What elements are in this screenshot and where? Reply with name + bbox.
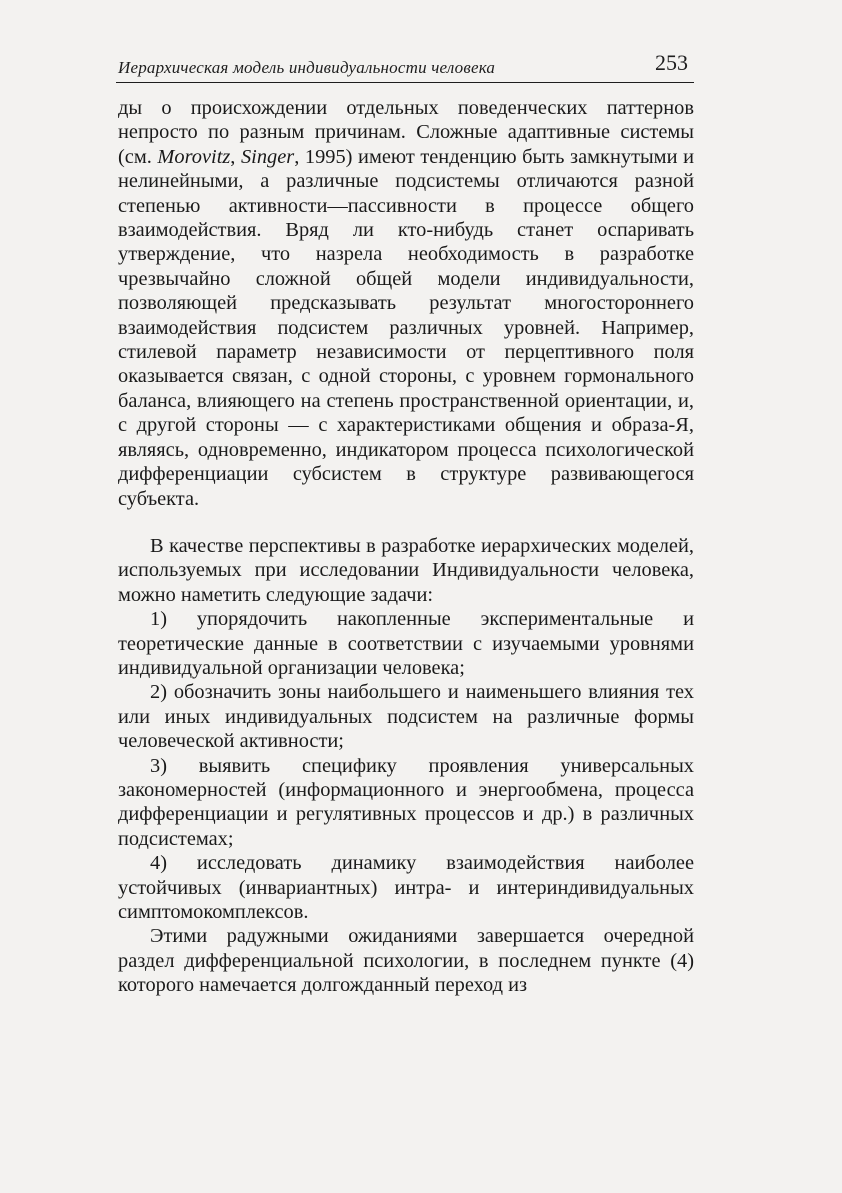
citation-author-1: Morovitz <box>157 145 231 168</box>
paragraph-3: Этими радужными ожиданиями завершается очередной раздел дифференциальной психологии, в последнем пункте (4) которого намечается долгожданный переход из <box>118 925 694 997</box>
citation-author-2: Singer <box>240 145 295 168</box>
paragraph-1-part-c: , 1995) имеют тенденцию быть замкнутыми и нелинейными, а различные подсистемы отличаются разной степенью активности—пассивности в процессе общего взаимодействия. Вряд ли кто-нибудь станет оспаривать утверждение, что назрела необходимость в разработке чрезвычайно сложной общей модели индивидуальности, позволяющей предсказывать результат многостороннего взаимодействия подсистем различных уровней. Например, стилевой параметр независимости от перцептивного поля оказывается связан, с одной стороны, с уровнем гормонального баланса, влияющего на степень пространственной ориентации, и, с другой стороны — с характеристиками общения и образа-Я, являясь, одновременно, индикатором процесса психологической дифференциации субсистем в структуре развивающегося субъекта. <box>118 145 694 510</box>
body-text <box>118 96 694 998</box>
page-number: 253 <box>655 50 688 75</box>
task-item-2: 2) обозначить зоны наибольшего и наименьшего влияния тех или иных индивидуальных подсистем на различные формы человеческой активности; <box>118 681 694 753</box>
paragraph-1-part-b: , <box>230 145 241 168</box>
paragraph-2: В качестве перспективы в разработке иерархических моделей, используемых при исследовании Индивидуальности человека, можно наметить следующие задачи: <box>118 534 694 606</box>
running-head <box>116 52 694 83</box>
task-item-4: 4) исследовать динамику взаимодействия наиболее устойчивых (инвариантных) интра- и интериндивидуальных симптомокомплексов. <box>118 852 694 923</box>
paragraph-1-part-a: ды о происхождении отдельных поведенческих паттернов непросто по разным причинам. Сложные адаптивные системы (см. <box>118 97 694 168</box>
running-title: Иерархическая модель индивидуальности человека <box>118 58 496 77</box>
paragraph-spacer <box>118 511 694 534</box>
task-item-3: 3) выявить специфику проявления универсальных закономерностей (информационного и энергообмена, процесса дифференциации и регулятивных процессов и др.) в различных подсистемах; <box>118 754 694 850</box>
paragraph-1 <box>118 96 694 511</box>
task-item-1: 1) упорядочить накопленные экспериментальные и теоретические данные в соответствии с изучаемыми уровнями индивидуальной организации человека; <box>118 608 694 679</box>
